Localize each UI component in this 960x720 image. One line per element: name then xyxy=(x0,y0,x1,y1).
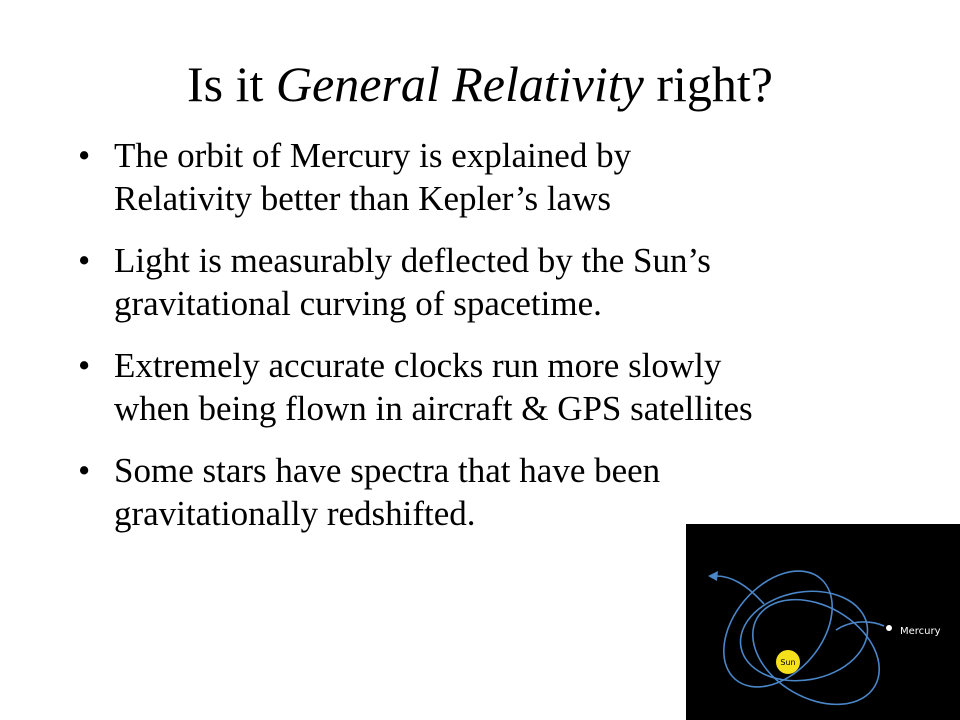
bullet-text-line: gravitational curving of spacetime. xyxy=(114,284,602,323)
bullet-text-line: gravitationally redshifted. xyxy=(114,494,476,533)
bullet-text-line: Light is measurably deflected by the Sun’s xyxy=(114,241,711,280)
orbit-path xyxy=(702,550,854,708)
arrowhead-icon xyxy=(708,571,718,581)
bullet-text-line: The orbit of Mercury is explained by xyxy=(114,136,632,175)
title-prefix: Is it xyxy=(187,56,276,112)
bullet-text-line: when being flown in aircraft & GPS satellites xyxy=(114,389,753,428)
bullet-text-line: Extremely accurate clocks run more slowly xyxy=(114,346,722,385)
bullet-item-clocks xyxy=(78,344,928,430)
bullet-list xyxy=(78,134,928,554)
sun-label: Sun xyxy=(780,658,796,667)
bullet-icon: • xyxy=(78,136,91,175)
bullet-text-line: Some stars have spectra that have been xyxy=(114,451,661,490)
bullet-icon: • xyxy=(78,451,91,490)
bullet-icon: • xyxy=(78,346,91,385)
orbit-precession-diagram xyxy=(686,524,960,720)
bullet-item-light-deflection xyxy=(78,239,928,325)
orbit-path xyxy=(733,582,874,691)
title-italic: General Relativity xyxy=(275,56,644,112)
bullet-item-mercury-orbit xyxy=(78,134,928,220)
bullet-text-line: Relativity better than Kepler’s laws xyxy=(114,179,611,218)
mercury-planet xyxy=(886,625,892,631)
bullet-icon: • xyxy=(78,241,91,280)
bullet-item-redshift xyxy=(78,449,928,535)
mercury-orbit-figure xyxy=(686,524,960,720)
title-suffix: right? xyxy=(643,56,773,112)
slide-title xyxy=(0,56,960,114)
mercury-label: Mercury xyxy=(900,626,941,637)
orbit-path xyxy=(716,576,764,604)
